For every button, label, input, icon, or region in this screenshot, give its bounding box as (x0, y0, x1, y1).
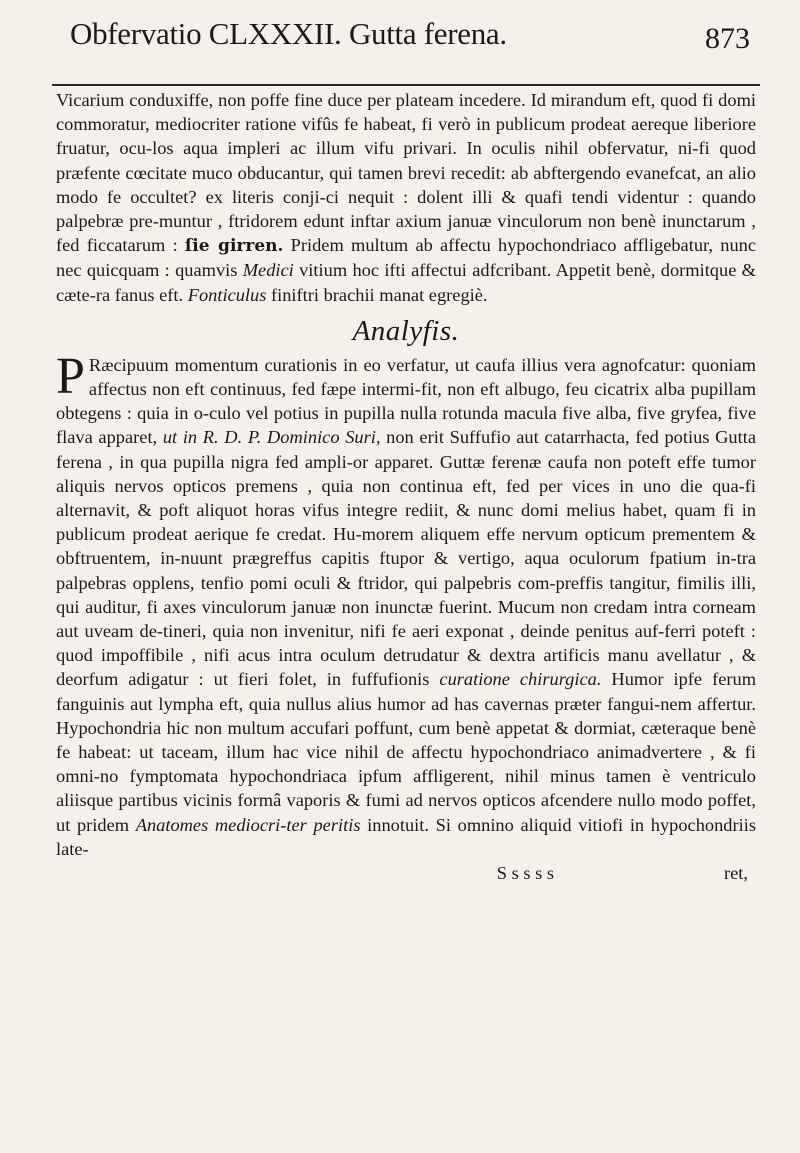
page-number: 873 (705, 22, 750, 55)
page-footer (56, 861, 756, 885)
drop-cap: P (56, 347, 85, 405)
paragraph-observation: Vicarium conduxiffe, non poffe fine duce per plateam incedere. Id mirandum eft, quod fi domi commoratur, mediocriter ratione vifûs fe habeat, fi verò in publicum prodeat aereque liberiore fruatur, ocu-los aqua impleri ac illum vifu privari. In oculis nihil obfervatur, ni-fi quod præfente cœcitate muco obducantur, qui tamen brevi recedit: ab abftergendo evanefcat, an alio modo fe occultet? ex literis conji-ci nequit : dolent illi & quafi tendi videntur : quando palpebræ pre-muntur , ftridorem edunt inftar axium januæ vinculorum non benè inunctarum , fed ficcatarum : ſie girren. Pridem multum ab affectu hypochondriaco affligebatur, nunc nec quicquam : quamvis Medici vitium hoc ifti affectui adfcribant. Appetit benè, dormitque & cæte-ra fanus eft. Fonticulus finiftri brachii manat egregiè. (56, 90, 756, 305)
page-header (70, 14, 750, 72)
paragraph-analysis: P Ræcipuum momentum curationis in eo verfatur, ut caufa illius vera agnofcatur: quoniam affectus non eft continuus, fed fæpe intermi-fit, non eft albugo, feu cicatrix alba pupillam obtegens : quia in o-culo vel potius in pupilla nulla rotunda macula five alba, five gryfea, five flava apparet, ut in R. D. P. Dominico Suri, non erit Suffufio aut catarrhacta, fed potius Gutta ferena , in qua pupilla nigra fed ampli-or apparet. Guttæ ferenæ caufa non poteft effe tumor aliquis nervos opticos premens , quia non continua eft, fed per vices in uno die qua-fi alternavit, & poft aliquot horas vifus integre rediit, & nunc domi melius habet, quam fi in publicum prodeat aerique fe credat. Hu-morem aliquem effe nervum opticum prementem & obftruentem, in-nuunt prægreffus capitis ftupor & vertigo, aqua oculorum fpatium in-tra palpebras opplens, tenfio pomi oculi & ftridor, qui palpebris com-preffis tangitur, fimilis illi, qui auditur, fi axes vinculorum januæ non inunctæ fuerint. Mucum non credam intra corneam aut uveam de-tineri, quia non invenitur, nifi fe aeri exponat , deinde penitus auf-ferri poteft : quod impoffibile , nifi acus intra oculum detrudatur & dextra artificis manu avellatur , & deorfum adigatur : ut fieri folet, in fuffufionis curatione chirurgica. Humor ipfe ferum fanguinis aut lympha eft, quia nullus alius humor ad has cavernas præter fangui-nem affertur. Hypochondria hic non multum accufari poffunt, cum benè appetat & dormiat, cæteraque benè fe habeat: ut taceam, illum hac vice nihil de affectu hypochondriaco animadvertere , & fi omni-no fymptomata hypochondriaca ipfum affligerent, nihil minus tamen è ventriculo aliisque partibus vicinis formâ vaporis & fumi ad nervos opticos afcendere nullo modo poffet, ut pridem Anatomes mediocri-ter peritis innotuit. Si omnino aliquid vitiofi in hypochondriis late- (56, 347, 757, 859)
signature-mark: S s s s s (496, 863, 554, 884)
page-body (56, 88, 756, 885)
header-rule (52, 84, 760, 86)
running-head: Obfervatio CLXXXII. Gutta ferena. (70, 16, 507, 51)
section-title: Analyfis. (352, 314, 460, 347)
catchword: ret, (724, 863, 748, 884)
german-gloss: ſie girren. (184, 236, 284, 257)
